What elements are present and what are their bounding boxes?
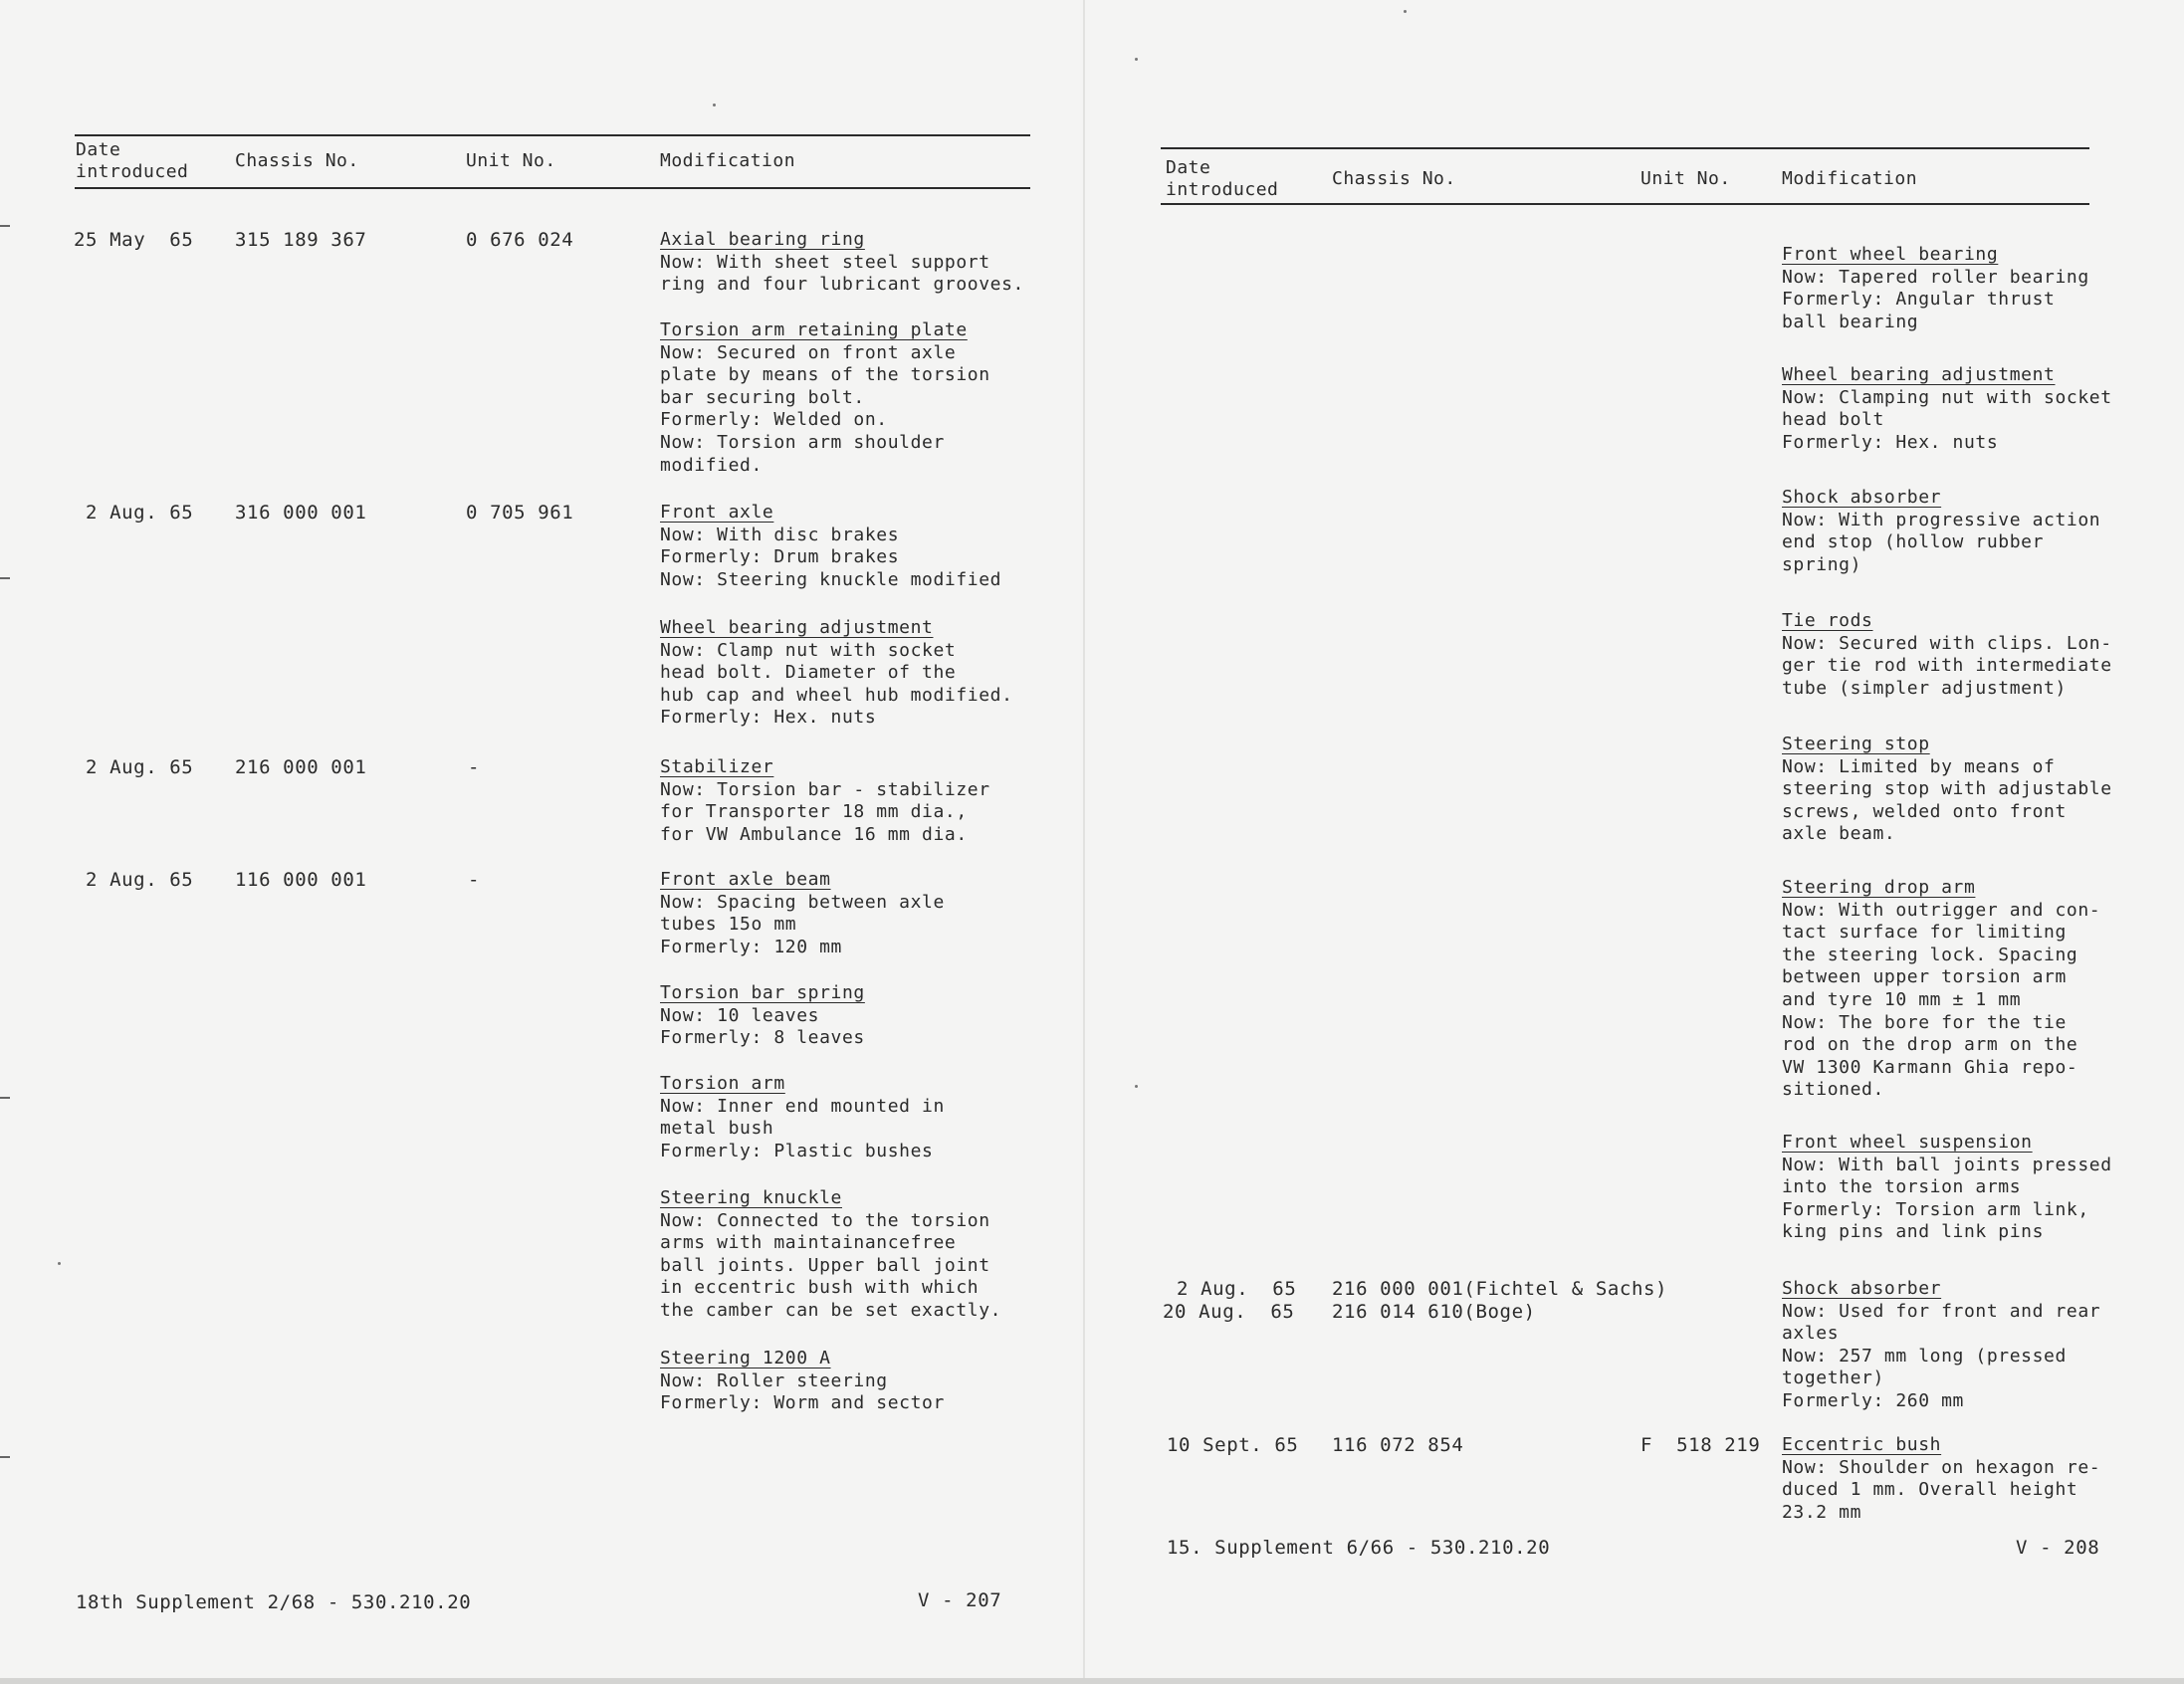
modification-line: Now: Used for front and rear — [1782, 1300, 2101, 1322]
modification-line: Now: With disc brakes — [660, 524, 900, 545]
modification-entry — [1782, 1278, 2100, 1413]
modification-line: rod on the drop arm on the — [1782, 1034, 2078, 1056]
page-number: V - 207 — [918, 1589, 1002, 1611]
modification-line: Now: 10 leaves — [660, 1004, 820, 1026]
modification-line: modified. — [660, 454, 763, 476]
modification-line: Now: Roller steering — [660, 1369, 888, 1391]
modification-entry — [1782, 487, 2100, 576]
row-chassis: 216 000 001(Fichtel & Sachs) — [1332, 1278, 1668, 1300]
modification-entry — [660, 319, 990, 477]
modification-line: Formerly: Worm and sector — [660, 1392, 945, 1414]
margin-mark — [0, 577, 10, 579]
modification-line: end stop (hollow rubber — [1782, 531, 2045, 553]
row-date: 2 Aug. 65 — [86, 756, 194, 778]
modification-title: Front wheel bearing — [1782, 244, 1999, 265]
scan-speck — [1135, 58, 1138, 61]
header-top-rule — [1161, 147, 2089, 149]
modification-line: arms with maintainancefree — [660, 1232, 957, 1254]
modification-title: Shock absorber — [1782, 1278, 1942, 1299]
header-chassis: Chassis No. — [1332, 168, 1456, 189]
modification-entry — [660, 1073, 945, 1162]
modification-line: Now: Tapered roller bearing — [1782, 266, 2089, 288]
scan-speck — [58, 1262, 61, 1265]
modification-line: into the torsion arms — [1782, 1176, 2022, 1198]
modification-line: ring and four lubricant grooves. — [660, 274, 1024, 296]
row-date: 2 Aug. 65 — [1177, 1278, 1297, 1300]
page-right — [1085, 0, 2184, 1684]
modification-title: Stabilizer — [660, 756, 774, 777]
modification-line: head bolt — [1782, 409, 1884, 431]
modification-entry — [1782, 244, 2089, 333]
modification-line: Formerly: Welded on. — [660, 409, 888, 431]
modification-line: plate by means of the torsion — [660, 364, 990, 386]
modification-title: Steering knuckle — [660, 1187, 842, 1208]
margin-mark — [0, 225, 10, 227]
modification-line: for Transporter 18 mm dia., — [660, 801, 968, 823]
modification-line: Now: With ball joints pressed — [1782, 1154, 2112, 1175]
modification-entry — [660, 1348, 945, 1415]
modification-title: Torsion bar spring — [660, 982, 865, 1003]
row-chassis: 116 072 854 — [1332, 1434, 1464, 1456]
modification-line: king pins and link pins — [1782, 1221, 2045, 1243]
modification-line: Now: Shoulder on hexagon re- — [1782, 1456, 2101, 1478]
modification-entry — [660, 756, 990, 846]
margin-mark — [0, 1097, 10, 1099]
modification-title: Wheel bearing adjustment — [660, 617, 934, 638]
modification-line: together) — [1782, 1368, 1884, 1389]
row-unit: F 518 219 — [1640, 1434, 1761, 1456]
modification-line: Formerly: 260 mm — [1782, 1389, 1964, 1411]
modification-line: axle beam. — [1782, 823, 1896, 845]
header-bottom-rule — [1161, 203, 2089, 205]
modification-line: bar securing bolt. — [660, 386, 865, 408]
modification-line: Now: The bore for the tie — [1782, 1011, 2067, 1033]
modification-entry — [660, 617, 1013, 730]
modification-entry — [1782, 877, 2100, 1102]
modification-line: Now: Secured on front axle — [660, 341, 957, 363]
modification-line: Formerly: Hex. nuts — [1782, 431, 1999, 453]
modification-title: Eccentric bush — [1782, 1434, 1942, 1455]
row-date: 20 Aug. 65 — [1163, 1301, 1295, 1323]
modification-title: Steering stop — [1782, 734, 1930, 754]
modification-line: screws, welded onto front — [1782, 800, 2067, 822]
row-unit: - — [468, 869, 481, 891]
modification-line: Now: Steering knuckle modified — [660, 568, 1002, 590]
header-unit: Unit No. — [466, 150, 556, 171]
modification-title: Front axle — [660, 502, 774, 523]
header-chassis: Chassis No. — [235, 150, 359, 171]
margin-mark — [0, 1456, 10, 1458]
modification-entry — [660, 1187, 1001, 1323]
modification-title: Steering drop arm — [1782, 877, 1976, 898]
row-date: 2 Aug. 65 — [86, 502, 194, 524]
modification-line: Formerly: Angular thrust — [1782, 289, 2056, 311]
modification-line: tact surface for limiting — [1782, 922, 2067, 944]
row-chassis: 315 189 367 — [235, 229, 367, 251]
modification-line: steering stop with adjustable — [1782, 778, 2112, 800]
scan-speck — [1404, 10, 1407, 13]
header-modification: Modification — [660, 150, 796, 171]
modification-title: Front wheel suspension — [1782, 1132, 2033, 1153]
modification-line: Now: With progressive action — [1782, 509, 2101, 530]
modification-line: ball bearing — [1782, 311, 1919, 332]
modification-line: axles — [1782, 1323, 1840, 1345]
modification-line: Formerly: 8 leaves — [660, 1027, 865, 1049]
header-modification: Modification — [1782, 168, 1918, 189]
modification-line: the camber can be set exactly. — [660, 1299, 1002, 1321]
modification-line: tube (simpler adjustment) — [1782, 677, 2067, 699]
header-date: Date introduced — [76, 139, 189, 182]
header-date: Date introduced — [1166, 157, 1279, 200]
modification-line: metal bush — [660, 1118, 774, 1140]
row-unit: - — [468, 756, 481, 778]
row-unit: 0 676 024 — [466, 229, 574, 251]
modification-entry — [1782, 1132, 2112, 1244]
modification-entry — [660, 982, 865, 1050]
modification-line: Formerly: Plastic bushes — [660, 1140, 934, 1161]
footer-supplement: 15. Supplement 6/66 - 530.210.20 — [1167, 1537, 1551, 1559]
row-date: 25 May 65 — [74, 229, 194, 251]
modification-entry — [660, 229, 1024, 297]
modification-line: Now: With sheet steel support — [660, 251, 990, 273]
modification-entry — [1782, 734, 2112, 846]
row-date: 10 Sept. 65 — [1167, 1434, 1299, 1456]
modification-line: the steering lock. Spacing — [1782, 944, 2078, 965]
row-chassis: 216 014 610(Boge) — [1332, 1301, 1536, 1323]
modification-line: Now: Spacing between axle — [660, 891, 945, 913]
modification-line: spring) — [1782, 553, 1862, 575]
scan-speck — [1135, 1085, 1138, 1088]
modification-title: Front axle beam — [660, 869, 831, 890]
modification-line: for VW Ambulance 16 mm dia. — [660, 823, 968, 845]
modification-line: Now: With outrigger and con- — [1782, 899, 2101, 921]
modification-line: Now: Limited by means of — [1782, 755, 2056, 777]
modification-title: Torsion arm retaining plate — [660, 319, 968, 340]
modification-line: Now: Inner end mounted in — [660, 1095, 945, 1117]
modification-entry — [1782, 364, 2112, 454]
modification-line: ball joints. Upper ball joint — [660, 1254, 990, 1276]
modification-title: Steering 1200 A — [660, 1348, 831, 1368]
row-chassis: 216 000 001 — [235, 756, 367, 778]
modification-title: Wheel bearing adjustment — [1782, 364, 2056, 385]
header-bottom-rule — [75, 187, 1030, 189]
modification-line: Formerly: Drum brakes — [660, 546, 900, 568]
modification-line: 23.2 mm — [1782, 1501, 1862, 1523]
modification-line: Now: Clamp nut with socket — [660, 639, 957, 661]
modification-line: Formerly: Torsion arm link, — [1782, 1198, 2089, 1220]
modification-line: tubes 15o mm — [660, 914, 797, 936]
modification-line: VW 1300 Karmann Ghia repo- — [1782, 1056, 2078, 1078]
modification-line: Now: Torsion bar - stabilizer — [660, 778, 990, 800]
modification-entry — [660, 869, 945, 958]
header-top-rule — [75, 134, 1030, 136]
modification-title: Shock absorber — [1782, 487, 1942, 508]
footer-supplement: 18th Supplement 2/68 - 530.210.20 — [76, 1591, 472, 1613]
modification-line: hub cap and wheel hub modified. — [660, 684, 1013, 706]
modification-line: in eccentric bush with which — [660, 1277, 980, 1299]
modification-line: sitioned. — [1782, 1079, 1884, 1101]
modification-title: Axial bearing ring — [660, 229, 865, 250]
modification-line: Now: Connected to the torsion — [660, 1209, 990, 1231]
header-unit: Unit No. — [1640, 168, 1731, 189]
row-chassis: 316 000 001 — [235, 502, 367, 524]
modification-line: ger tie rod with intermediate — [1782, 655, 2112, 677]
page-left — [0, 0, 1083, 1684]
modification-line: duced 1 mm. Overall height — [1782, 1479, 2078, 1501]
modification-title: Tie rods — [1782, 610, 1873, 631]
modification-line: head bolt. Diameter of the — [660, 662, 957, 684]
page-number: V - 208 — [2016, 1537, 2100, 1559]
row-date: 2 Aug. 65 — [86, 869, 194, 891]
modification-line: Now: Clamping nut with socket — [1782, 386, 2112, 408]
modification-line: Now: 257 mm long (pressed — [1782, 1345, 2067, 1367]
scan-speck — [713, 104, 716, 106]
modification-entry — [660, 502, 1001, 591]
modification-line: and tyre 10 mm ± 1 mm — [1782, 988, 2022, 1010]
modification-title: Torsion arm — [660, 1073, 785, 1094]
modification-line: Formerly: 120 mm — [660, 936, 842, 957]
row-chassis: 116 000 001 — [235, 869, 367, 891]
modification-line: between upper torsion arm — [1782, 966, 2067, 988]
row-unit: 0 705 961 — [466, 502, 574, 524]
modification-entry — [1782, 1434, 2100, 1524]
modification-line: Now: Torsion arm shoulder — [660, 431, 945, 453]
modification-line: Formerly: Hex. nuts — [660, 707, 877, 729]
modification-entry — [1782, 610, 2112, 700]
modification-line: Now: Secured with clips. Lon- — [1782, 632, 2112, 654]
